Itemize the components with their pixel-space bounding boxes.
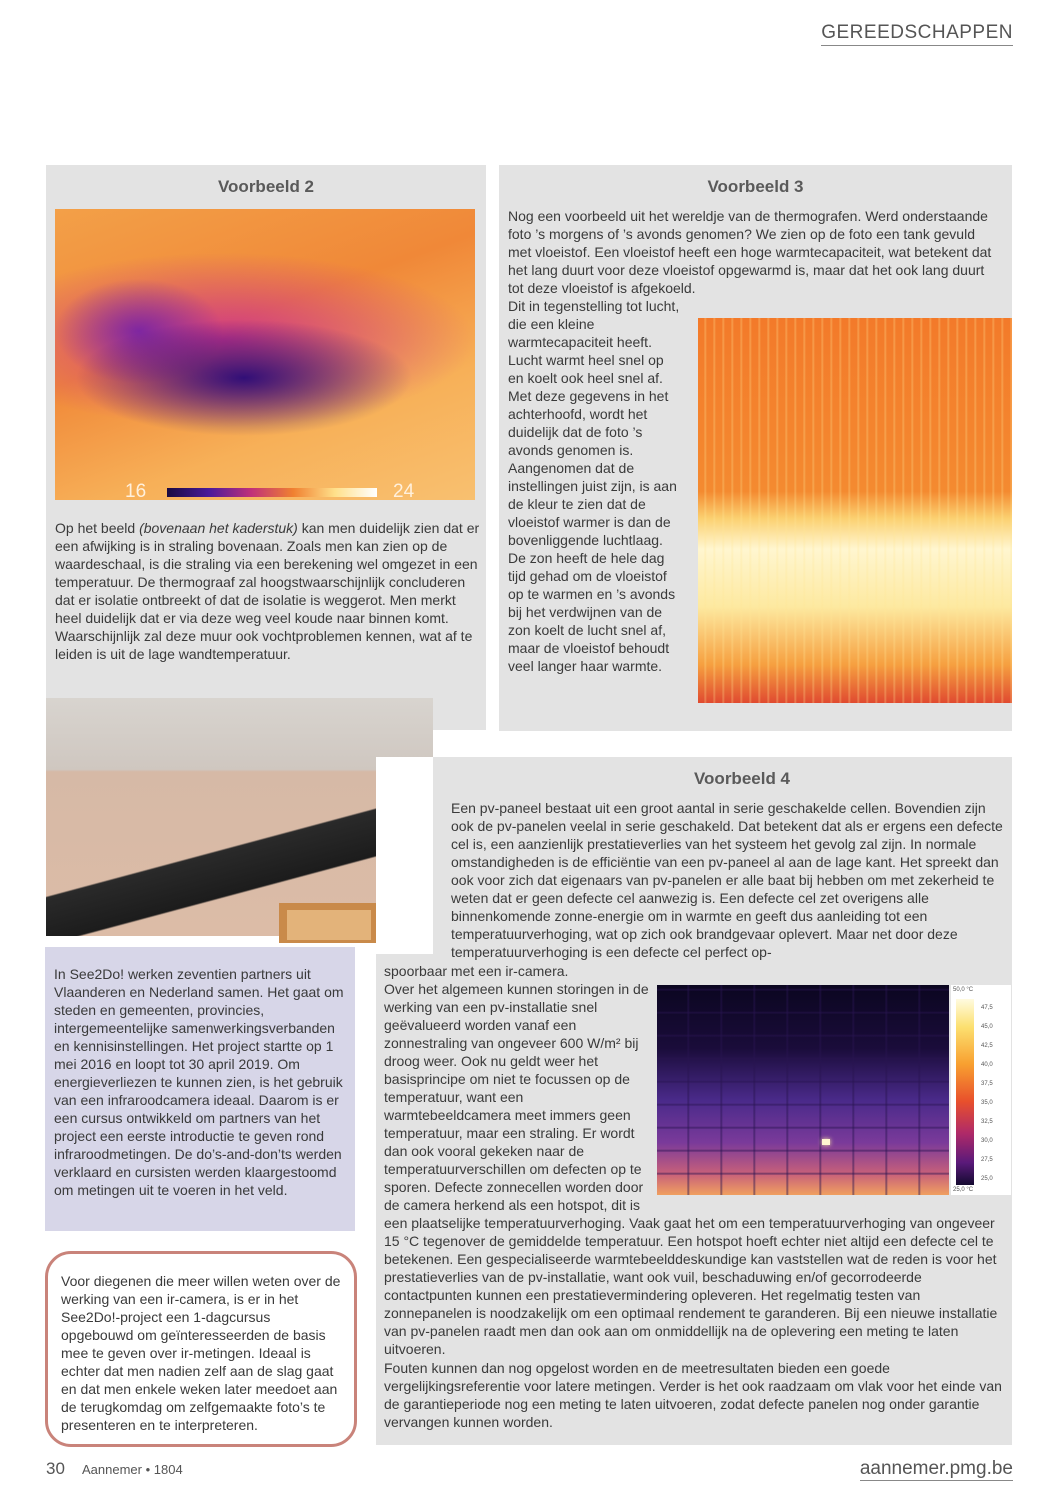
scale-tick: 27,5: [981, 1157, 993, 1163]
scale-top-label: 50,0 °C: [953, 987, 974, 993]
door-panel: [287, 910, 371, 940]
example4-paragraph-1-end: spoorbaar met een ir-camera.: [384, 963, 569, 979]
example4-box: [376, 757, 1012, 1445]
temperature-scale: [951, 985, 1011, 1195]
example4-paragraph-1: Een pv-paneel bestaat uit een groot aantal in serie geschakelde cellen. Bovendien zijn ook de pv-panelen veelal in serie geschakeld. Dat betekent dat als er ergens een defecte cel is, een aanzienlijk prestatieverlies van het systeem het gevolg zal zijn. In normale omstandigheden is de efficiëntie van een pv-paneel al aan de lage kant. Het spreekt dan ook voor zich dat eigenaars van pv-panelen er alle baat bij hebben om met zekerheid te weten dat er geen defecte cel aanwezig is. Een defecte cel zet overigens alle binnenkomende zonne-energie om in warmte en geeft dus aanleiding tot een temperatuurverhoging, wat op zich ook brandgevaar oplevert. Maar net door deze temperatuurverhoging is een defecte cel perfect op-: [451, 800, 1003, 960]
example3-narrow-text: Dit in tegenstelling tot lucht, die een kleine warmtecapaciteit heeft. Lucht warmt heel snel op en koelt ook heel snel af. Met deze gegevens in het achterhoofd, wordt het duidelijk dat de foto ’s avonds genomen is. Aangenomen dat de instellingen juist zijn, is aan de kleur te zien dat de vloeistof warmer is dan de bovenliggende luchtlaag. De zon heeft de hele dag tijd gehad om de vloeistof op te warmen en ’s avonds bij het verdwijnen van de zon koelt de lucht snel af, maar de vloeistof behoudt veel langer haar warmte.: [508, 298, 680, 674]
scale-tick: 30,0: [981, 1138, 993, 1144]
course-text: Voor diegenen die meer willen weten over de werking van een ir-camera, is er in het See2Do!-project een 1-dagcursus opgebouwd om geïnteresseerden de basis mee te geven over ir-metingen. Ideaal is echter dat men nadien zelf aan de slag gaat en dat men enkele weken later meedoet aan de terugkomdag om zelfgemaakte foto’s te presenteren en te interpreteren.: [61, 1273, 341, 1433]
example3-intro: Nog een voorbeeld uit het wereldje van de thermografen. Werd onderstaande foto ’s morgens of ’s avonds genomen? We zien op de foto een tank gevuld met vloeistof. Een vloeistof heeft een hoge warmtecapaciteit, wat betekent dat het lang duurt voor deze vloeistof opgewarmd is, maar dat het ook lang duurt tot deze vloeistof is afgekoeld.: [508, 208, 992, 296]
scale-max-label: 24: [393, 481, 415, 502]
see2do-text: In See2Do! werken zeventien partners uit Vlaanderen en Nederland samen. Het gaat om steden en gemeenten, provincies, intergemeentelijke samenwerkingsverbanden en kennisinstellingen. Het project startte op 1 mei 2016 en loopt tot 30 april 2019. Om energieverliezen te kunnen zien, is het gebruik van een infraroodcamera ideaal. Daarom is er een cursus ontwikkeld om partners van het project een eerste introductie te geven rond infraroodmetingen. De do’s-and-don’ts werden verklaard en cursisten werden klaargestoomd om metingen uit te voeren in het veld.: [54, 966, 344, 1198]
footer-url-link[interactable]: aannemer.pmg.be: [859, 1458, 1013, 1479]
room-photo: [46, 698, 433, 936]
scale-tick: 32,5: [981, 1119, 993, 1125]
page-number: 30: [46, 1459, 65, 1478]
thermal-scale-bar: [167, 488, 377, 497]
example2-text-before: Op het beeld: [55, 520, 140, 536]
example2-title: Voorbeeld 2: [217, 177, 315, 196]
scale-tick: 35,0: [981, 1100, 993, 1106]
example3-box: [499, 165, 1012, 731]
scale-tick: 45,0: [981, 1024, 993, 1030]
example3-title: Voorbeeld 3: [707, 177, 804, 196]
scale-tick: 25,0: [981, 1176, 993, 1182]
example4-paragraph-3: Fouten kunnen dan nog opgelost worden en de meetresultaten bieden een goede vergelijkingsreferentie voor latere metingen. Verder is het ook raadzaam om vlak voor het einde van de garantieperiode nog een meting te laten uitvoeren, zodat defecte panelen nog onder garantie vervangen kunnen worden.: [384, 1360, 1002, 1430]
magazine-issue: Aannemer • 1804: [82, 1462, 183, 1477]
course-info-box: [45, 1251, 357, 1447]
scale-tick: 47,5: [981, 1005, 993, 1011]
example4-paragraph-2-rest: een plaatselijke temperatuurverhoging. Vaak gaat het om een temperatuurverhoging van ongeveer 15 °C tegenover de gemiddelde temperatuur. Een hotspot hoeft echter niet altijd een defecte cel te betekenen. Een gespecialiseerde warmtebeelddeskundige kan vaststellen wat de reden is voor het prestatieverlies van de pv-installatie, want ook vuil, beschaduwing en/of gecorrodeerde contactpunten kunnen een prestatievermindering opleveren. Het regelmatig testen van zonnepanelen is noodzakelijk om een optimaal rendement te garanderen. Bij een nieuwe installatie van pv-panelen raadt men dan ook aan om onmiddellijk na de oplevering een meting te laten uitvoeren.: [384, 1215, 998, 1357]
scale-min-label: 16: [125, 481, 147, 502]
example4-title: Voorbeeld 4: [693, 769, 791, 788]
example2-text-after: kan men duidelijk zien dat er een afwijking is in straling bovenaan. Zoals men kan zien op de waardeschaal, is die straling via een berekening wel omgezet in een temperatuur. De thermograaf zal hoogstwaarschijnlijk concluderen dat er isolatie ontbreekt of dat de isolatie is weggerot. Men merkt heel duidelijk dat er via deze weg veel koude naar binnen komt. Waarschijnlijk zal deze muur ook vochtproblemen kennen, wat af te leiden is uit de lage wandtemperatuur.: [55, 520, 480, 662]
example2-paragraph: [55, 519, 483, 663]
scale-tick: 42,5: [981, 1043, 993, 1049]
see2do-info-box: [45, 947, 355, 1231]
scale-tick: 40,0: [981, 1062, 993, 1068]
scale-bottom-label: 25,0 °C: [953, 1187, 974, 1193]
example4-paragraph-2-narrow: Over het algemeen kunnen storingen in de werking van een pv-installatie snel geëvalueerd worden vanaf een zonnestraling van ongeveer 600 W/m² bij droog weer. Ook nu geldt weer het basisprincipe om niet te focussen op de temperatuur, want een warmtebeeldcamera meet immers geen temperatuur, maar een straling. Er wordt dan ook vooral gekeken naar de temperatuurverschillen om defecten op te sporen. Defecte zonnecellen worden door de camera herkend als een hotspot, dit is: [384, 981, 649, 1213]
hotspot-marker: [822, 1139, 830, 1145]
example2-box: [46, 165, 486, 730]
section-header: GEREEDSCHAPPEN: [821, 22, 1013, 46]
thermal-image-tank: [698, 318, 1012, 703]
temperature-gradient-bar: [956, 999, 974, 1185]
scale-tick-labels: [981, 1005, 1009, 1185]
thermal-image-solar-panels: [657, 985, 949, 1195]
example2-text-italic: (bovenaan het kaderstuk): [139, 520, 298, 536]
thermal-image-wall: [55, 209, 475, 500]
scale-tick: 37,5: [981, 1081, 993, 1087]
